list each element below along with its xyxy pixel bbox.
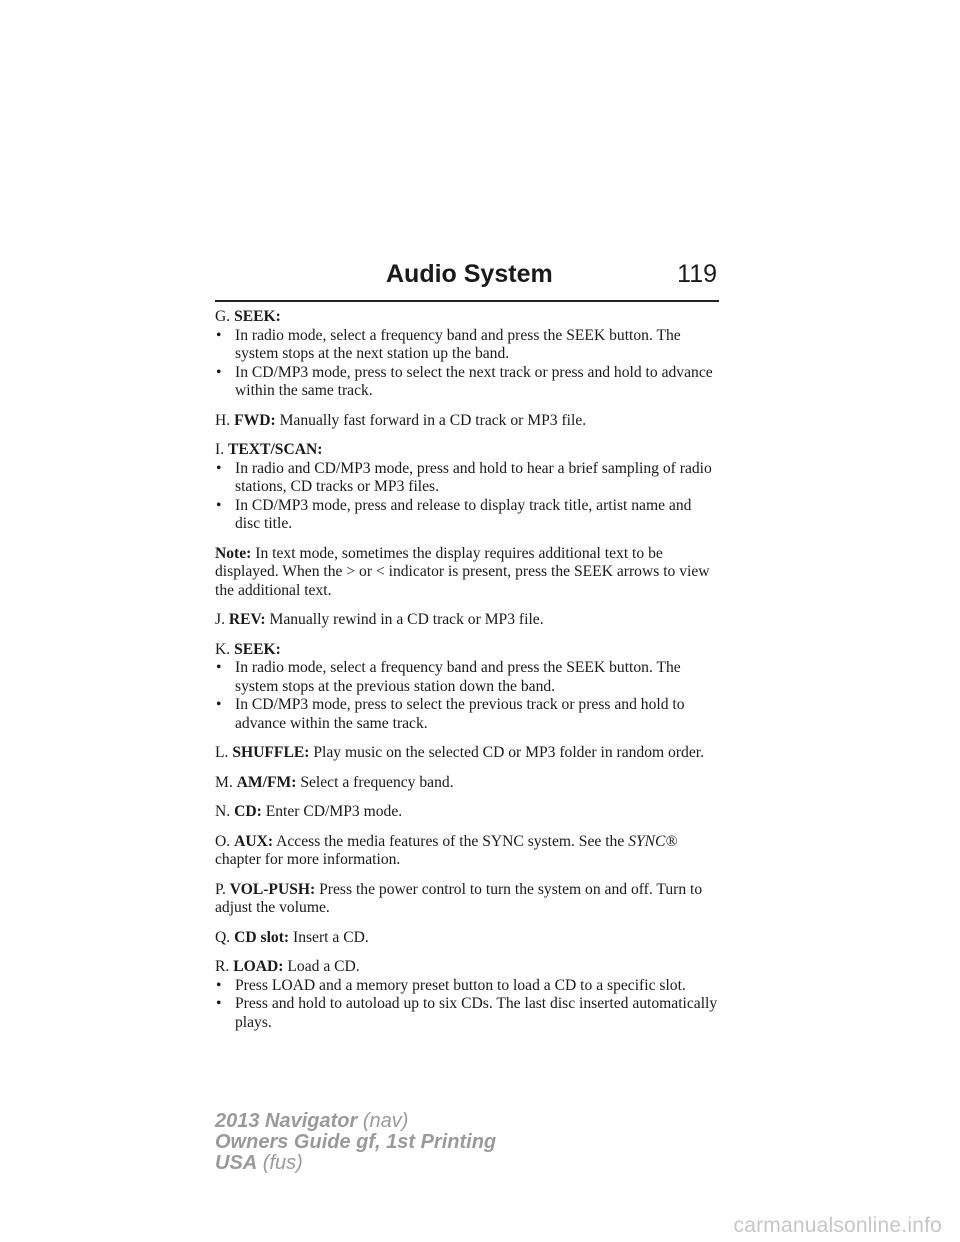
bullet-item: • Press and hold to autoload up to six CDs. The last disc inserted automatically plays. [215,995,720,1032]
sync-reference: SYNC® [628,832,678,850]
entry-label: CD slot: [234,928,290,946]
entry-text: Press the power control to turn the system on and off. Turn to adjust the volume. [215,880,703,916]
page-content [215,308,720,1043]
footer-line-model [215,1111,496,1132]
bullet-item: • In radio and CD/MP3 mode, press and hold to hear a brief sampling of radio stations, CD tracks or MP3 files. [215,460,720,497]
note-label: Note: [215,544,252,562]
note-text: In text mode, sometimes the display requires additional text to be displayed. When the > or < indicator is present, press the SEEK arrows to view the additional text. [215,544,710,599]
entry-k [215,641,720,660]
entry-letter: Q. [215,928,231,946]
bullet-item: • In CD/MP3 mode, press and release to display track title, artist name and disc title. [215,497,720,534]
entry-g-bullets [215,327,720,401]
entry-text: Enter CD/MP3 mode. [265,803,403,820]
entry-l [215,744,720,763]
entry-letter: O. [215,832,231,850]
bullet-item: • In radio mode, select a frequency band and press the SEEK button. The system stops at the next station up the band. [215,327,720,364]
entry-r [215,958,720,977]
entry-k-bullets [215,659,720,733]
entry-i-bullets [215,460,720,534]
entry-letter: N. [215,803,231,820]
entry-m [215,774,720,793]
entry-h [215,412,720,431]
entry-letter: H. [215,411,231,429]
entry-text: Insert a CD. [293,928,369,946]
entry-q [215,929,720,948]
entry-text: Load a CD. [287,958,360,975]
entry-letter: J. [215,611,225,628]
entry-text: Play music on the selected CD or MP3 folder in random order. [313,744,704,761]
entry-o [215,833,720,870]
entry-p [215,881,720,918]
entry-label: AUX: [234,832,274,850]
entry-r-bullets [215,977,720,1033]
footer-line-market [215,1153,496,1174]
entry-label: TEXT/SCAN: [228,441,323,458]
bullet-item: • In CD/MP3 mode, press to select the previous track or press and hold to advance within the same track. [215,696,720,733]
site-watermark: carmanualsonline.info [733,1214,942,1237]
bullet-item: • In radio mode, select a frequency band and press the SEEK button. The system stops at the previous station down the band. [215,659,720,696]
entry-text-continued: chapter for more information. [215,851,401,868]
section-title: Audio System [386,260,553,288]
entry-label: SEEK: [234,640,281,658]
page-number: 119 [677,260,717,288]
entry-letter: I. [215,441,225,458]
entry-letter: M. [215,773,233,791]
entry-letter: P. [215,880,226,898]
entry-letter: G. [215,308,231,325]
entry-label: FWD: [234,411,276,429]
entry-letter: L. [215,744,229,761]
bullet-item: • In CD/MP3 mode, press to select the next track or press and hold to advance within the same track. [215,364,720,401]
footer-market: USA [215,1152,258,1174]
entry-label: REV: [228,611,266,628]
footer-model-code: (nav) [362,1110,409,1132]
entry-label: CD: [234,803,262,820]
footer-market-code: (fus) [262,1152,303,1174]
entry-text: Manually rewind in a CD track or MP3 file. [269,611,544,628]
entry-label: LOAD: [233,958,284,975]
note [215,545,720,601]
print-footer [215,1111,496,1174]
entry-text: Manually fast forward in a CD track or MP3 file. [279,411,587,429]
entry-i [215,441,720,460]
entry-text: Select a frequency band. [300,773,454,791]
entry-g [215,308,720,327]
entry-letter: K. [215,640,231,658]
entry-label: SHUFFLE: [232,744,310,761]
footer-model: 2013 Navigator [215,1110,358,1132]
entry-label: SEEK: [234,308,281,325]
entry-j [215,611,720,630]
bullet-item: • Press LOAD and a memory preset button to load a CD to a specific slot. [215,977,720,996]
entry-letter: R. [215,958,230,975]
entry-text: Access the media features of the SYNC system. See the [276,832,625,850]
entry-n [215,803,720,822]
entry-label: VOL-PUSH: [229,880,316,898]
page-header [215,260,719,302]
footer-edition: Owners Guide gf, 1st Printing [215,1131,497,1153]
entry-label: AM/FM: [236,773,297,791]
